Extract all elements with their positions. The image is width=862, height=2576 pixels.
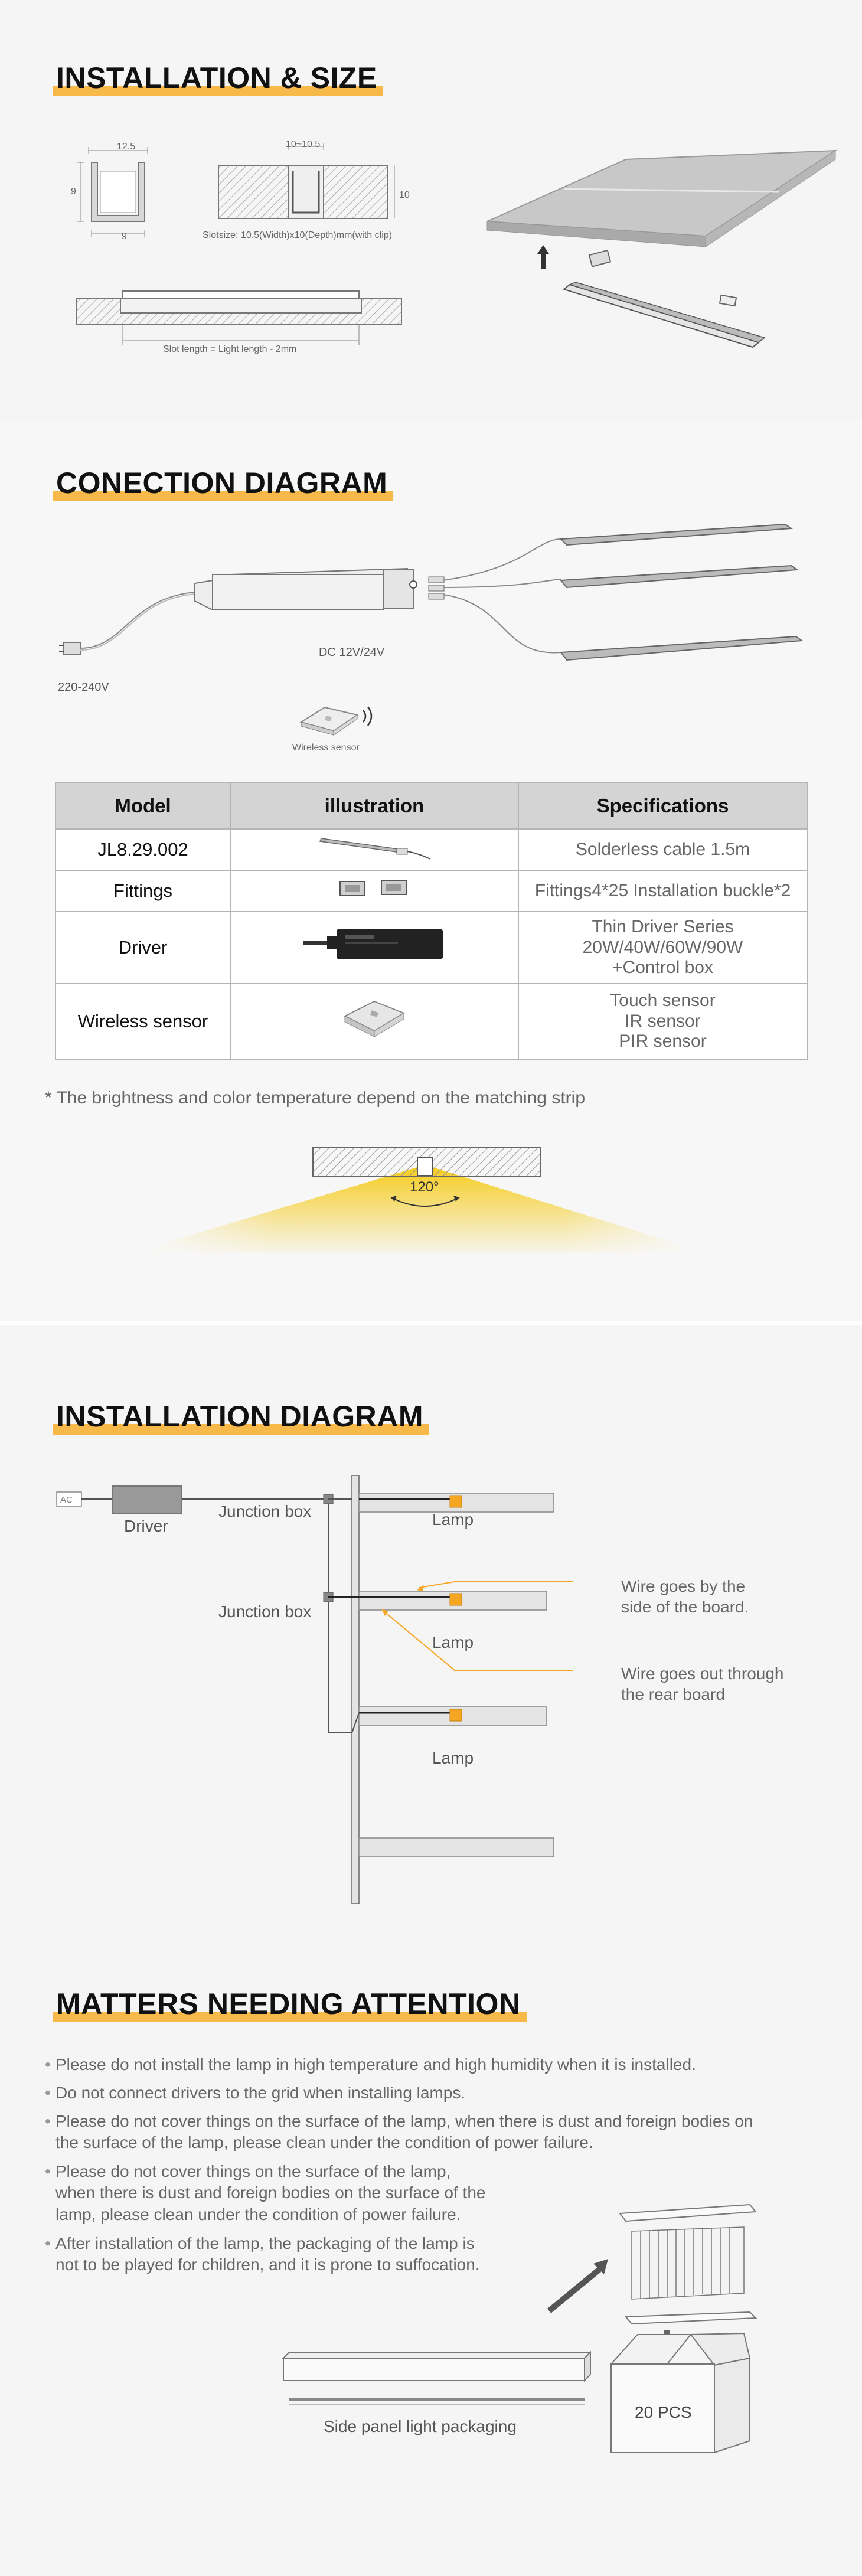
lamp-label-1: Lamp bbox=[432, 1510, 474, 1529]
lamp-label-3: Lamp bbox=[432, 1749, 474, 1767]
dc-output-label: DC 12V/24V bbox=[319, 646, 385, 659]
row-model: JL8.29.002 bbox=[55, 829, 230, 870]
driver-illustration bbox=[298, 925, 451, 966]
dim-slot-depth-label: 10 bbox=[399, 190, 410, 200]
brightness-note: * The brightness and color temperature depend on the matching strip bbox=[45, 1088, 585, 1108]
wire-rear-note bbox=[621, 1663, 784, 1705]
dim-bottom-label: 9 bbox=[122, 231, 127, 241]
row-model: Driver bbox=[55, 912, 230, 984]
connection-heading: CONECTION DIAGRAM bbox=[56, 466, 388, 499]
col-header-illustration: illustration bbox=[230, 783, 518, 829]
junction-box-label-2: Junction box bbox=[218, 1602, 312, 1621]
spec-line: PIR sensor bbox=[619, 1031, 707, 1052]
spec-line: Solderless cable 1.5m bbox=[575, 839, 750, 859]
junction-box-label-1: Junction box bbox=[218, 1502, 312, 1520]
sensor-illustration bbox=[333, 992, 416, 1046]
row-illustration bbox=[230, 829, 518, 870]
bullet-text: when there is dust and foreign bodies on the surface of the bbox=[55, 2183, 486, 2202]
dim-height-label: 9 bbox=[71, 187, 76, 197]
bullet-text: • Please do not cover things on the surface of the lamp, when there is dust and foreign bodies on bbox=[55, 2112, 753, 2130]
beam-angle-illustration bbox=[124, 1135, 714, 1259]
spec-line: Fittings4*25 Installation buckle*2 bbox=[534, 880, 791, 900]
cable-illustration bbox=[315, 832, 433, 862]
attention-bullet-2 bbox=[45, 2082, 465, 2104]
attention-bullet-3 bbox=[45, 2111, 753, 2154]
installation-size-section bbox=[0, 0, 862, 421]
fittings-illustration bbox=[333, 876, 416, 902]
spec-line: Thin Driver Series bbox=[592, 917, 734, 937]
table-row bbox=[55, 870, 807, 912]
row-spec bbox=[518, 870, 807, 912]
ac-label: AC bbox=[60, 1495, 73, 1505]
table-row bbox=[55, 984, 807, 1059]
installation-diagram-heading: INSTALLATION DIAGRAM bbox=[56, 1400, 423, 1433]
spec-line: Touch sensor bbox=[610, 991, 716, 1011]
bullet-text: lamp, please clean under the condition of power failure. bbox=[55, 2205, 461, 2224]
slot-length-text: Slot length = Light length - 2mm bbox=[163, 344, 297, 354]
packaging-illustration bbox=[277, 2181, 809, 2512]
bullet-text: • Please do not install the lamp in high temperature and high humidity when it is installed. bbox=[55, 2055, 696, 2074]
spec-table bbox=[55, 782, 808, 1060]
wire-rear-line-1: Wire goes out through bbox=[621, 1664, 784, 1683]
row-spec bbox=[518, 912, 807, 984]
beam-angle-label: 120° bbox=[410, 1179, 439, 1195]
row-spec bbox=[518, 984, 807, 1059]
wire-side-line-2: side of the board. bbox=[621, 1598, 749, 1616]
attention-bullet-1 bbox=[45, 2054, 696, 2075]
voltage-input-label: 220-240V bbox=[58, 681, 109, 694]
profile-cross-section bbox=[71, 139, 165, 245]
row-spec bbox=[518, 829, 807, 870]
installation-wiring-diagram bbox=[53, 1475, 573, 1912]
col-header-model: Model bbox=[55, 783, 230, 829]
connection-wiring-illustration bbox=[53, 521, 815, 734]
wireless-sensor-label: Wireless sensor bbox=[292, 743, 360, 753]
bullet-text: not to be played for children, and it is prone to suffocation. bbox=[55, 2255, 480, 2274]
installation-size-heading: INSTALLATION & SIZE bbox=[56, 61, 377, 94]
row-illustration bbox=[230, 984, 518, 1059]
spec-table-header bbox=[55, 783, 807, 829]
wire-rear-line-2: the rear board bbox=[621, 1685, 725, 1703]
spec-line: IR sensor bbox=[625, 1011, 701, 1031]
spec-line: +Control box bbox=[612, 958, 713, 978]
table-row bbox=[55, 912, 807, 984]
col-header-specifications: Specifications bbox=[518, 783, 807, 829]
bullet-text: • Do not connect drivers to the grid when installing lamps. bbox=[55, 2084, 466, 2102]
wire-side-note bbox=[621, 1576, 749, 1617]
wireless-sensor-illustration bbox=[298, 698, 381, 746]
row-model: Fittings bbox=[55, 870, 230, 912]
ceiling-panel-illustration bbox=[481, 148, 841, 360]
slot-length-diagram bbox=[76, 286, 406, 351]
connection-section bbox=[0, 421, 862, 1321]
row-illustration bbox=[230, 912, 518, 984]
slot-size-text: Slotsize: 10.5(Width)x10(Depth)mm(with clip) bbox=[203, 230, 392, 240]
attention-section bbox=[0, 1951, 862, 2576]
spec-line: 20W/40W/60W/90W bbox=[582, 937, 743, 957]
bullet-text: • Please do not cover things on the surface of the lamp, bbox=[55, 2162, 451, 2180]
bullet-text: • After installation of the lamp, the packaging of the lamp is bbox=[55, 2234, 475, 2252]
bullet-text: the surface of the lamp, please clean under the condition of power failure. bbox=[55, 2133, 593, 2152]
dim-width-label: 12.5 bbox=[117, 142, 136, 152]
packaging-label: Side panel light packaging bbox=[324, 2417, 517, 2435]
driver-label: Driver bbox=[124, 1517, 168, 1535]
row-model: Wireless sensor bbox=[55, 984, 230, 1059]
lamp-label-2: Lamp bbox=[432, 1633, 474, 1651]
dim-slot-width-label: 10~10.5 bbox=[286, 139, 321, 149]
table-row bbox=[55, 829, 807, 870]
row-illustration bbox=[230, 870, 518, 912]
wire-side-line-1: Wire goes by the bbox=[621, 1577, 746, 1595]
installation-diagram-section bbox=[0, 1325, 862, 1951]
box-quantity-label: 20 PCS bbox=[635, 2403, 692, 2421]
attention-heading: MATTERS NEEDING ATTENTION bbox=[56, 1987, 521, 2020]
